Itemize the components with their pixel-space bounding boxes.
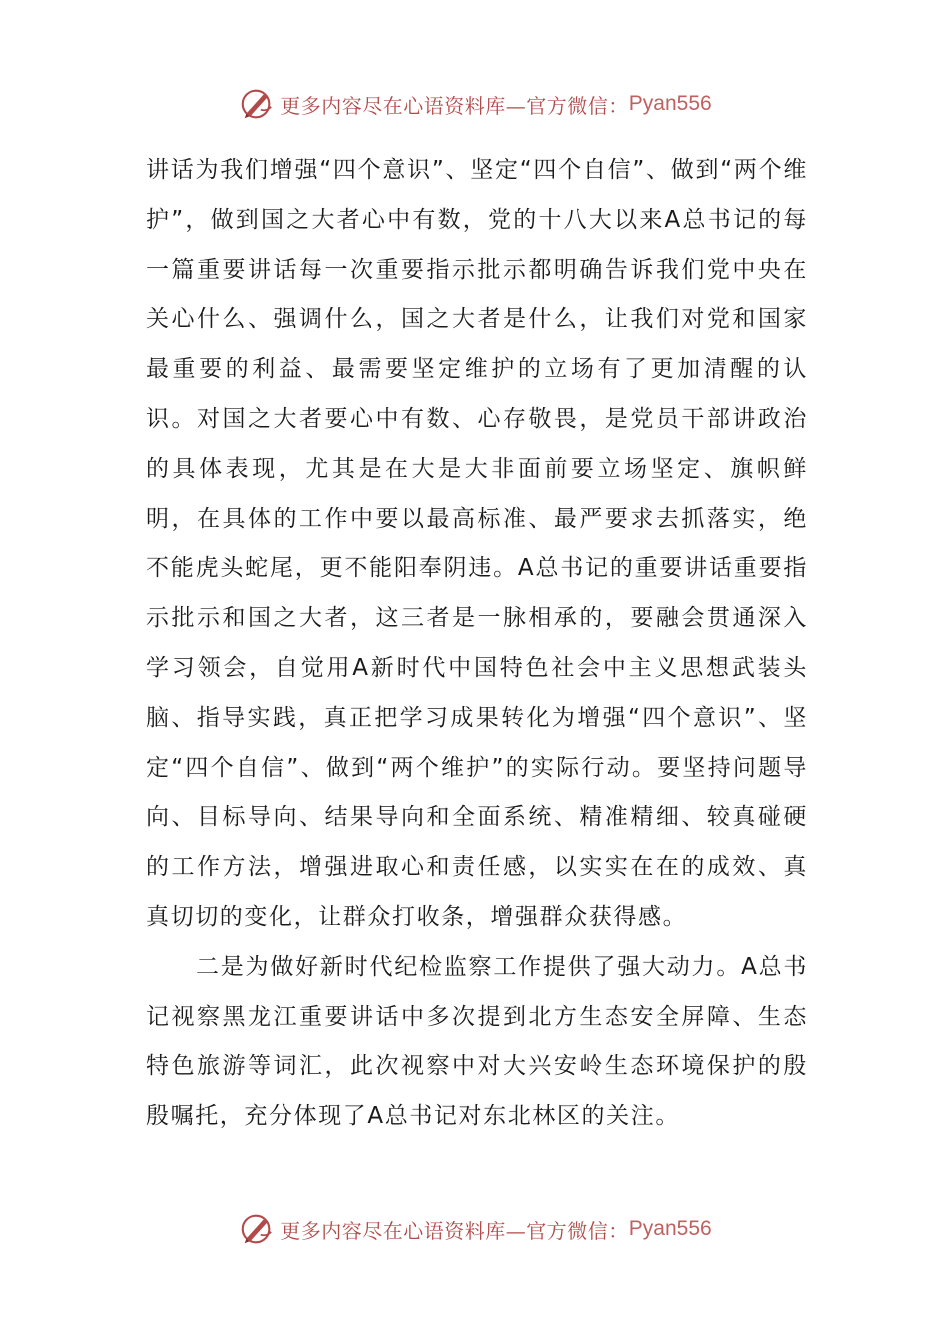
footer-banner-id: Pyan556 — [628, 1217, 712, 1240]
document-body — [146, 146, 808, 1142]
pen-logo-icon — [238, 1210, 276, 1248]
header-banner-text: 更多内容尽在心语资料库—官方微信： — [280, 93, 629, 118]
footer-banner-text: 更多内容尽在心语资料库—官方微信： — [280, 1218, 629, 1243]
header-watermark-banner — [0, 84, 950, 124]
header-banner-id: Pyan556 — [628, 92, 712, 115]
pen-logo-icon — [238, 85, 276, 123]
body-paragraph-2: 二是为做好新时代纪检监察工作提供了强大动力。A总书记视察黑龙江重要讲话中多次提到北方生态安全屏障、生态特色旅游等词汇，此次视察中对大兴安岭生态环境保护的殷殷嘱托，充分体现了A总书记对东北林区的关注。 — [146, 953, 808, 1130]
body-paragraph-1: 讲话为我们增强“四个意识”、坚定“四个自信”、做到“两个维护”，做到国之大者心中有数，党的十八大以来A总书记的每一篇重要讲话每一次重要指示批示都明确告诉我们党中央在关心什么、强调什么，国之大者是什么，让我们对党和国家最重要的利益、最需要坚定维护的立场有了更加清醒的认识。对国之大者要心中有数、心存敬畏，是党员干部讲政治的具体表现，尤其是在大是大非面前要立场坚定、旗帜鲜明，在具体的工作中要以最高标准、最严要求去抓落实，绝不能虎头蛇尾，更不能阳奉阴违。A总书记的重要讲话重要指示批示和国之大者，这三者是一脉相承的，要融会贯通深入学习领会，自觉用A新时代中国特色社会中主义思想武装头脑、指导实践，真正把学习成果转化为增强“四个意识”、坚定“四个自信”、做到“两个维护”的实际行动。要坚持问题导向、目标导向、结果导向和全面系统、精准精细、较真碰硬的工作方法，增强进取心和责任感，以实实在在的成效、真真切切的变化，让群众打收条，增强群众获得感。 — [146, 157, 808, 930]
footer-watermark-banner — [0, 1209, 950, 1249]
